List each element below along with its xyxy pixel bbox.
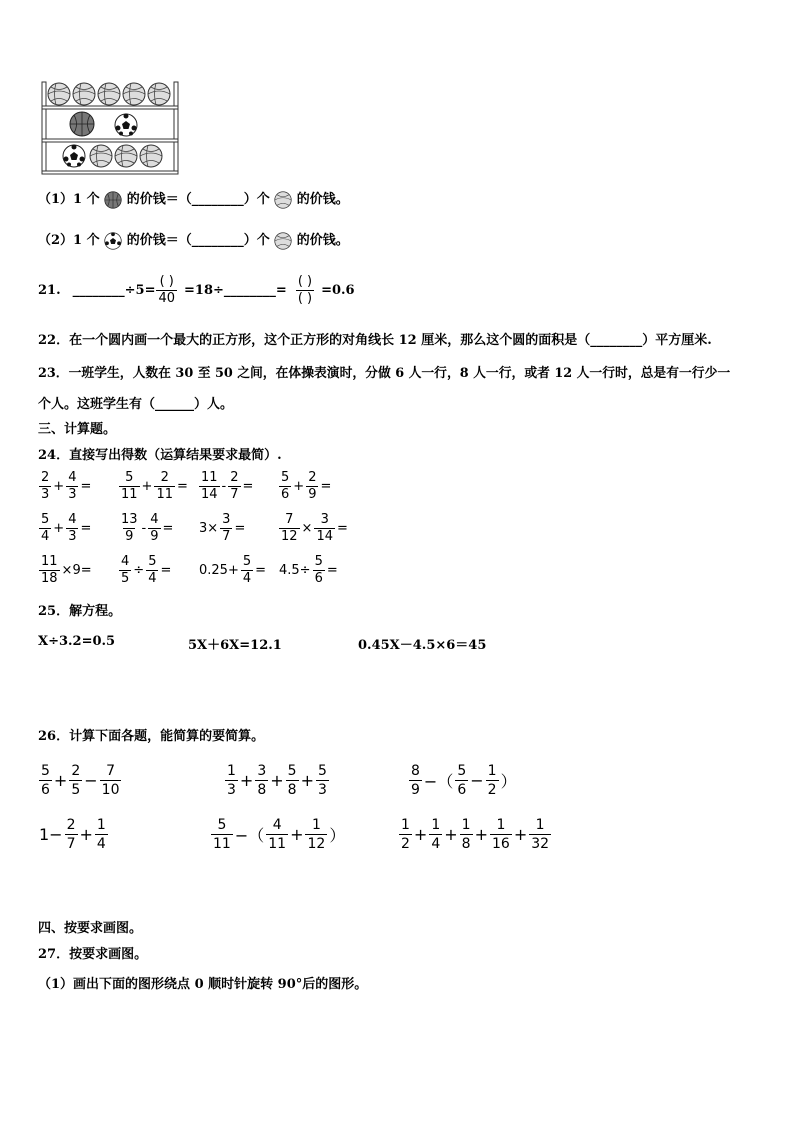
q20-part1-after: ）个 — [243, 192, 270, 207]
q24-item-3-2-equals: = — [160, 563, 172, 578]
q24-item-3-2-fraction-b-denominator: 4 — [148, 571, 157, 586]
q26-expression-5-fraction-3-numerator: 1 — [311, 817, 321, 833]
q24-item-2-4-fraction-b — [314, 512, 335, 545]
q26-expression-6-fraction-4-denominator: 16 — [491, 836, 510, 852]
q24-item-2-3-fraction-b-numerator: 3 — [222, 512, 231, 527]
q24-item-1-4-fraction-b-denominator: 9 — [308, 487, 317, 502]
q21-text-3: = — [275, 283, 287, 298]
q24-item-2-2-fraction-a-denominator: 9 — [125, 529, 134, 544]
q26-expression-3-operator-1: −（ — [423, 772, 454, 791]
q24-item-2-4-operator: × — [301, 521, 313, 536]
q24-item-3-4-fraction-b — [313, 554, 325, 587]
q26-expression-3-fraction-2-denominator: 6 — [457, 782, 467, 798]
q24-item-3-2-fraction-a-numerator: 4 — [121, 554, 130, 569]
q26-expression-3-fraction-2 — [455, 762, 468, 799]
q24-item-1-4-operator: + — [293, 479, 305, 494]
q25-equation-2: 5X＋6X=12.1 — [188, 638, 282, 653]
q24-item-2-3-fraction-b-denominator: 7 — [222, 529, 231, 544]
q26-expression-5 — [210, 816, 346, 853]
q26-expression-1-fraction-1 — [39, 762, 52, 799]
q24-item-3-3-fraction-b-numerator: 5 — [242, 554, 252, 569]
q24-item-1-4-equals: = — [320, 479, 332, 494]
q24-item-3-2 — [118, 554, 172, 587]
q26-expression-2-fraction-4 — [316, 762, 329, 799]
q20-part2-mid: 的价钱＝（ — [126, 233, 192, 248]
q24-item-1-4-fraction-a — [279, 470, 291, 503]
q26-expression-1-fraction-3 — [100, 762, 122, 799]
q26-expression-6-fraction-3 — [460, 816, 473, 853]
q24-item-1-2-fraction-a-denominator: 11 — [121, 487, 138, 502]
q24-item-1-3-fraction-a — [199, 470, 220, 503]
q21-number: 21. — [38, 283, 61, 298]
q24-item-1-3-fraction-a-numerator: 11 — [201, 470, 218, 485]
q24-item-2-3-prefix: 3× — [199, 521, 219, 536]
q26-expression-1-fraction-3-denominator: 10 — [101, 782, 120, 798]
q20-part2-blank[interactable]: ________ — [191, 233, 244, 248]
q26-expression-5-operator-1: −（ — [234, 826, 265, 845]
q24-item-1-2-fraction-b — [154, 470, 175, 503]
q26-expression-1-fraction-3-numerator: 7 — [106, 763, 116, 779]
q26-expression-3-fraction-3-numerator: 1 — [487, 763, 497, 779]
q26-expression-3 — [408, 762, 518, 799]
q24-item-1-2-equals: = — [177, 479, 188, 494]
q26-expression-2-operator-1: + — [239, 771, 254, 790]
q24-item-1-3-fraction-b-numerator: 2 — [230, 470, 239, 485]
q26-expression-6-fraction-1 — [399, 816, 412, 853]
q24-item-1-4-fraction-b — [306, 470, 318, 503]
soccer-ball-icon — [104, 232, 122, 250]
q26-expression-2-fraction-2-numerator: 3 — [257, 763, 267, 779]
q26-expression-2-fraction-1-numerator: 1 — [227, 763, 236, 779]
q26-expression-6-fraction-4-numerator: 1 — [496, 817, 506, 833]
q24-item-2-1-fraction-b-denominator: 3 — [68, 529, 77, 544]
volleyball-icon — [274, 191, 292, 209]
q24-item-2-2-fraction-a-numerator: 13 — [121, 512, 138, 527]
q26-expression-2-operator-2: + — [270, 771, 284, 790]
q24-item-2-1-fraction-b — [66, 512, 78, 545]
q20-part2 — [38, 231, 349, 251]
q24-item-2-2-fraction-a — [119, 512, 140, 545]
q26-expression-3-operator-3: ） — [500, 772, 517, 791]
q24-item-2-3-fraction-b — [220, 512, 232, 545]
q26-expression-5-operator-3: ） — [329, 826, 346, 845]
q26-expression-4-fraction-2-denominator: 4 — [96, 836, 106, 852]
q21-fraction-1: $\frac{( )}{40}$ — [158, 274, 176, 306]
q24-item-1-2-fraction-b-denominator: 11 — [156, 487, 173, 502]
q24-item-3-2-fraction-a — [119, 554, 131, 587]
q23-line-2: 个人。这班学生有（______）人。 — [38, 397, 234, 412]
q24-item-2-1-equals: = — [80, 521, 92, 536]
q24-item-3-4 — [278, 554, 339, 587]
q26-expression-2-fraction-3-numerator: 5 — [287, 763, 297, 779]
q24-item-1-2-fraction-a-numerator: 5 — [125, 470, 134, 485]
q26-expression-1-fraction-2-denominator: 5 — [71, 782, 81, 798]
q24-item-1-1-fraction-a-denominator: 3 — [41, 487, 50, 502]
q20-part1 — [38, 190, 349, 210]
q26-expression-3-fraction-2-numerator: 5 — [457, 763, 467, 779]
q24-item-1-4-fraction-b-numerator: 2 — [308, 470, 317, 485]
q24-item-3-4-prefix: 4.5÷ — [279, 563, 311, 578]
q26-expression-6-operator-1: + — [413, 825, 428, 844]
q24-item-2-3-equals: = — [234, 521, 246, 536]
q26-expression-4-operator-1: + — [79, 825, 93, 844]
q24-item-1-4 — [278, 470, 332, 503]
q24-item-3-2-fraction-b-numerator: 5 — [148, 554, 157, 569]
q26-expression-1-fraction-2-numerator: 2 — [71, 763, 81, 779]
q20-part1-before: （1）1 个 — [38, 192, 100, 207]
q24-item-3-3-prefix: 0.25+ — [199, 563, 239, 578]
q26-expression-2-fraction-1-denominator: 3 — [227, 782, 236, 798]
q24-item-1-4-fraction-a-denominator: 6 — [281, 487, 290, 502]
q24-item-1-3-equals: = — [242, 479, 254, 494]
q24-item-2-1 — [38, 512, 92, 545]
q26-expression-3-fraction-3 — [486, 762, 499, 799]
q26-expression-4-fraction-1 — [65, 816, 78, 853]
q24-item-1-1-equals: = — [80, 479, 92, 494]
q26-expression-5-fraction-1-denominator: 11 — [213, 836, 231, 852]
q26-expression-4-fraction-1-numerator: 2 — [66, 817, 76, 833]
q21-blank-1[interactable]: ________ — [72, 283, 125, 298]
q21-blank-2[interactable]: ________ — [223, 283, 276, 298]
q26-expression-6-fraction-1-numerator: 1 — [401, 817, 410, 833]
q20-part2-before: （2）1 个 — [38, 233, 100, 248]
q26-expression-6-fraction-1-denominator: 2 — [401, 836, 410, 852]
q24-item-3-2-fraction-a-denominator: 5 — [121, 571, 130, 586]
q24-item-2-4-fraction-b-numerator: 3 — [320, 512, 329, 527]
q24-item-2-1-operator: + — [53, 521, 65, 536]
volleyball-icon — [274, 232, 292, 250]
q27-part-1: （1）画出下面的图形绕点 0 顺时针旋转 90°后的图形。 — [38, 977, 368, 992]
q24-item-2-2-fraction-b-denominator: 9 — [150, 529, 159, 544]
q24-item-2-4-fraction-a — [279, 512, 300, 545]
q24-item-1-4-fraction-a-numerator: 5 — [281, 470, 290, 485]
q26-expression-3-fraction-1 — [409, 762, 422, 799]
q26-expression-2-fraction-4-numerator: 5 — [317, 763, 327, 779]
q24-item-2-1-fraction-a — [39, 512, 51, 545]
q26-expression-4-fraction-1-denominator: 7 — [66, 836, 76, 852]
q27-title: 27．按要求画图。 — [38, 947, 148, 962]
q24-item-1-1-fraction-b-numerator: 4 — [68, 470, 77, 485]
q20-part1-blank[interactable]: ________ — [191, 192, 244, 207]
q24-item-1-2-fraction-b-numerator: 2 — [160, 470, 169, 485]
q26-expression-2-fraction-4-denominator: 3 — [317, 782, 327, 798]
q25-equation-1: X÷3.2=0.5 — [38, 634, 116, 649]
q26-expression-6-fraction-2 — [429, 816, 442, 853]
q26-expression-6-fraction-2-denominator: 4 — [431, 836, 441, 852]
q26-expression-2 — [224, 762, 330, 799]
q26-expression-5-fraction-1-numerator: 5 — [217, 817, 227, 833]
q24-item-3-3-equals: = — [255, 563, 267, 578]
q24-item-3-4-fraction-b-numerator: 5 — [314, 554, 323, 569]
q21-text-4: =0.6 — [321, 283, 355, 298]
q26-expression-1-operator-2: − — [84, 771, 98, 790]
q24-item-2-1-fraction-a-numerator: 5 — [41, 512, 50, 527]
q26-expression-4-fraction-2-numerator: 1 — [96, 817, 106, 833]
q24-item-3-1-suffix: ×9= — [61, 563, 92, 578]
q26-expression-6-fraction-4 — [490, 816, 512, 853]
q24-item-3-3-fraction-b-denominator: 4 — [242, 571, 252, 586]
q26-expression-4-fraction-2 — [95, 816, 108, 853]
q26-expression-4 — [38, 816, 109, 853]
q21-text-1: ÷5= — [124, 283, 156, 298]
q26-expression-5-fraction-2-denominator: 11 — [268, 836, 287, 852]
q24-item-1-3-fraction-b-denominator: 7 — [230, 487, 239, 502]
q24-item-2-2-equals: = — [162, 521, 174, 536]
q24-item-3-3 — [198, 554, 267, 587]
section-4-heading: 四、按要求画图。 — [38, 921, 143, 936]
q26-expression-2-fraction-2-denominator: 8 — [257, 782, 267, 798]
q24-item-1-3-fraction-b — [228, 470, 240, 503]
q21-text-2: =18÷ — [184, 283, 224, 298]
q26-expression-1-fraction-2 — [69, 762, 82, 799]
q26-expression-2-fraction-1 — [225, 762, 238, 799]
q20-part2-after: ）个 — [243, 233, 270, 248]
ball-rack-illustration — [40, 80, 180, 176]
q24-item-2-2-fraction-b-numerator: 4 — [150, 512, 159, 527]
q26-expression-5-fraction-2 — [266, 816, 288, 853]
q24-title: 24．直接写出得数（运算结果要求最简）. — [38, 448, 282, 463]
q24-item-1-3 — [198, 470, 254, 503]
q26-expression-6-fraction-3-denominator: 8 — [461, 836, 471, 852]
q24-item-1-3-fraction-a-denominator: 14 — [201, 487, 218, 502]
q24-item-2-4-equals: = — [337, 521, 348, 536]
q26-expression-6-fraction-2-numerator: 1 — [431, 817, 441, 833]
q26-expression-1-fraction-1-denominator: 6 — [41, 782, 50, 798]
q25-equation-3: 0.45X－4.5×6＝45 — [358, 638, 487, 653]
q26-expression-6-fraction-3-numerator: 1 — [461, 817, 471, 833]
q24-item-3-2-operator: ÷ — [133, 563, 145, 578]
q24-item-2-2-fraction-b — [148, 512, 160, 545]
q26-expression-3-fraction-3-denominator: 2 — [487, 782, 497, 798]
q26-expression-6-operator-4: + — [513, 825, 528, 844]
q24-item-2-2-operator: - — [141, 521, 147, 536]
q24-item-1-1-operator: + — [53, 479, 65, 494]
q26-expression-1 — [38, 762, 122, 799]
q20-part1-end: 的价钱。 — [296, 192, 349, 207]
q26-expression-2-fraction-2 — [255, 762, 268, 799]
q26-expression-5-fraction-3-denominator: 12 — [307, 836, 326, 852]
q20-part2-end: 的价钱。 — [296, 233, 349, 248]
q26-expression-3-fraction-1-numerator: 8 — [411, 763, 420, 779]
q26-expression-4-prefix: 1− — [39, 825, 63, 844]
q26-expression-2-fraction-3 — [286, 762, 299, 799]
q26-expression-5-fraction-1 — [211, 816, 233, 853]
q20-part1-mid: 的价钱＝（ — [126, 192, 192, 207]
q24-item-2-2 — [118, 512, 174, 545]
q26-expression-3-operator-2: − — [470, 771, 484, 790]
q22: 22．在一个圆内画一个最大的正方形，这个正方形的对角线长 12 厘米，那么这个圆的面积是（________）平方厘米. — [38, 333, 712, 348]
q24-item-2-3 — [198, 512, 246, 545]
q24-item-1-1-fraction-b — [66, 470, 78, 503]
q24-item-1-2 — [118, 470, 189, 503]
q26-expression-6-fraction-5-denominator: 32 — [531, 836, 550, 852]
q23-line-1: 23．一班学生，人数在 30 至 50 之间，在体操表演时，分做 6 人一行，8 人一行，或者 12 人一行时，总是有一行少一 — [38, 366, 731, 381]
basketball-icon — [104, 191, 122, 209]
q24-item-3-3-fraction-b — [241, 554, 253, 587]
q26-expression-5-fraction-3 — [305, 816, 327, 853]
q26-expression-6 — [398, 816, 552, 853]
q21 — [38, 274, 355, 307]
q24-item-1-1-fraction-a-numerator: 2 — [41, 470, 50, 485]
q24-item-1-3-operator: - — [221, 479, 227, 494]
q26-expression-2-fraction-3-denominator: 8 — [287, 782, 297, 798]
q24-item-3-1-fraction-a-denominator: 18 — [41, 571, 58, 586]
q26-title: 26．计算下面各题，能简算的要简算。 — [38, 729, 265, 744]
q24-item-2-4-fraction-b-denominator: 14 — [316, 529, 333, 544]
q24-item-1-1-fraction-a — [39, 470, 51, 503]
q24-item-3-1-fraction-a — [39, 554, 60, 587]
q24-item-1-2-operator: + — [141, 479, 153, 494]
q26-expression-1-operator-1: + — [53, 771, 68, 790]
q24-item-2-4 — [278, 512, 349, 545]
q21-fraction-2: $\frac{( )}{( )}$ — [297, 274, 313, 306]
q24-item-3-1 — [38, 554, 93, 587]
q26-expression-6-operator-3: + — [474, 825, 488, 844]
q26-expression-6-operator-2: + — [444, 825, 458, 844]
q26-expression-5-fraction-2-numerator: 4 — [272, 817, 282, 833]
q24-item-3-2-fraction-b — [146, 554, 158, 587]
q26-expression-6-fraction-5-numerator: 1 — [535, 817, 545, 833]
section-3-heading: 三、计算题。 — [38, 422, 117, 437]
q24-item-3-4-fraction-b-denominator: 6 — [314, 571, 323, 586]
q24-item-3-4-equals: = — [326, 563, 338, 578]
q25-title: 25．解方程。 — [38, 604, 122, 619]
q24-item-2-4-fraction-a-numerator: 7 — [285, 512, 294, 527]
q24-item-3-1-fraction-a-numerator: 11 — [41, 554, 58, 569]
q24-item-1-2-fraction-a — [119, 470, 140, 503]
q26-expression-3-fraction-1-denominator: 9 — [411, 782, 420, 798]
q26-expression-6-fraction-5 — [529, 816, 551, 853]
q24-item-2-1-fraction-b-numerator: 4 — [68, 512, 77, 527]
q24-item-1-1 — [38, 470, 92, 503]
q26-expression-1-fraction-1-numerator: 5 — [41, 763, 50, 779]
q26-expression-2-operator-3: + — [300, 771, 314, 790]
q24-item-2-1-fraction-a-denominator: 4 — [41, 529, 50, 544]
q24-item-1-1-fraction-b-denominator: 3 — [68, 487, 77, 502]
q24-item-2-4-fraction-a-denominator: 12 — [281, 529, 298, 544]
q26-expression-5-operator-2: + — [290, 825, 304, 844]
